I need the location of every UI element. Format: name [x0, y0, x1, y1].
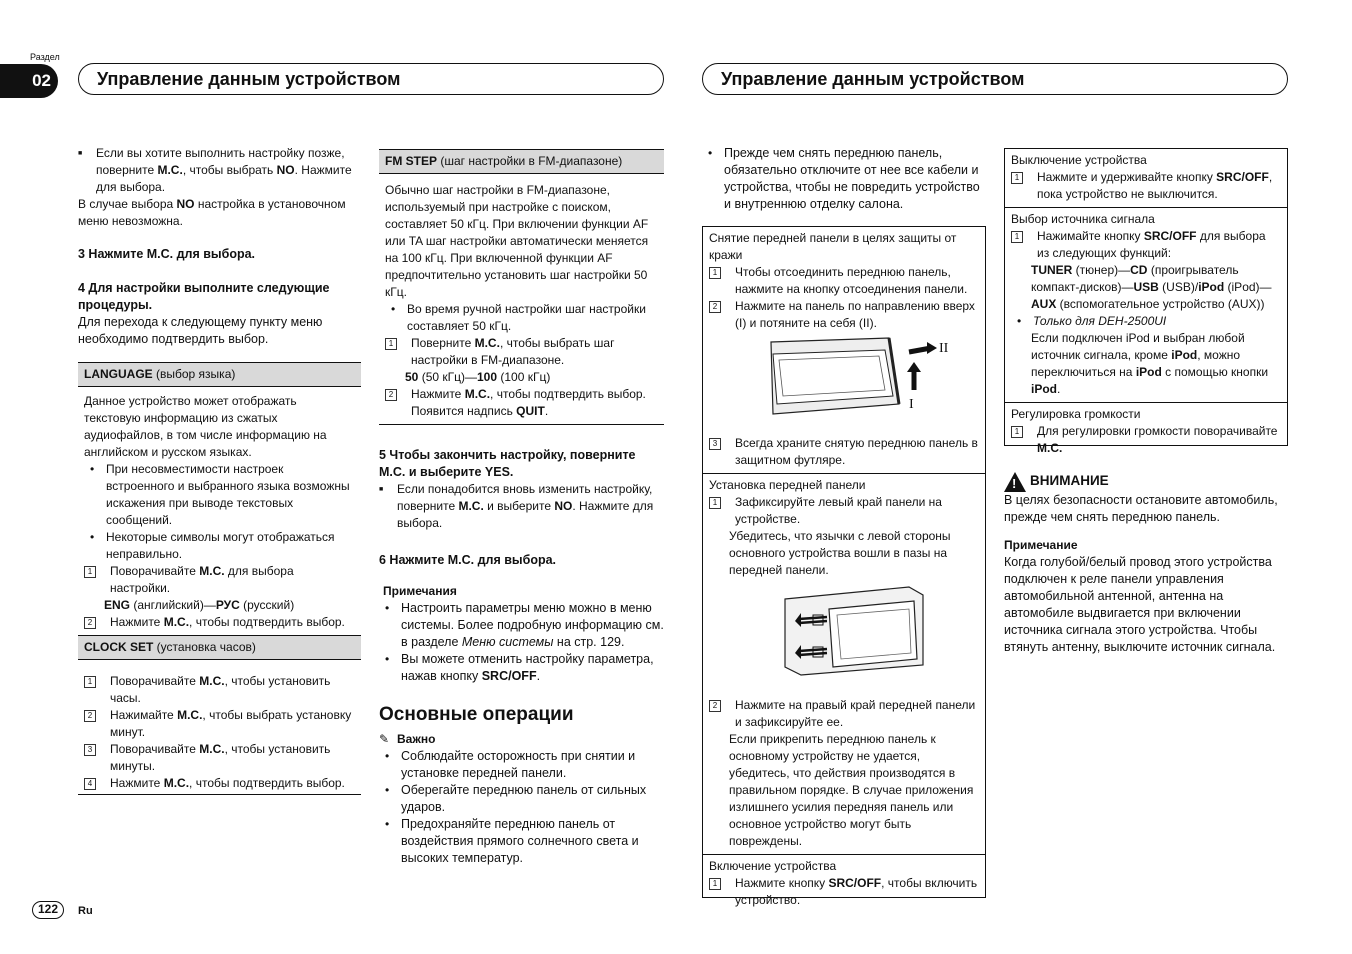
important-icon: ✎ — [379, 732, 390, 746]
numbered-item: 1 Поверните M.C., чтобы выбрать шаг настройки в FM-диапазоне. — [385, 335, 658, 369]
install-panel-section — [703, 474, 985, 855]
numbered-item: 2 Нажмите M.C., чтобы подтвердить выбор. — [84, 614, 355, 631]
fmstep-header: FM STEP (шаг настройки в FM-диапазоне) — [379, 149, 664, 174]
numbered-item: 1 Поворачивайте M.C., чтобы установить часы. — [84, 673, 355, 707]
column-1 — [78, 145, 361, 795]
list-item: • При несовместимости настроек встроенного и выбранного языка возможны искажения при выводе текстовых сообщений. — [84, 461, 355, 529]
numbered-item: 2 Нажимайте M.C., чтобы выбрать установку минут. — [84, 707, 355, 741]
arrow-label-1: I — [909, 397, 914, 412]
fmstep-options: 50 (50 кГц)—100 (100 кГц) — [405, 370, 551, 384]
list-item: • Некоторые символы могут отображаться неправильно. — [84, 529, 355, 563]
remove-caption: Снятие передней панели в целях защиты от кражи — [709, 231, 957, 262]
section-heading: Основные операции — [379, 704, 574, 725]
language-options: ENG (английский)—РУС (русский) — [104, 598, 295, 612]
remove-panel-section — [703, 227, 985, 474]
list-item: • Только для DEH-2500UI — [1011, 313, 1281, 330]
volume-section — [1005, 403, 1287, 461]
numbered-item: 1 Нажмите кнопку SRC/OFF, чтобы включить устройство. — [709, 875, 979, 909]
numbered-item: 1 Нажимайте кнопку SRC/OFF для выбора из следующих функций: — [1011, 228, 1281, 262]
fmstep-text: Обычно шаг настройки в FM-диапазоне, используемый при настройке с поиском, составляет 50 кГц. При включении функции AF или TA шаг настройки автоматически меняется на 100 кГц. При включенной функции AF предпочтительно установить шаг настройки 50 кГц. — [385, 183, 649, 299]
remove-illustration — [709, 332, 979, 435]
power-off-section — [1005, 149, 1287, 208]
power-on-caption: Включение устройства — [709, 859, 837, 873]
intro-note: ■ Если вы хотите выполнить настройку позже, поверните M.C., чтобы выбрать NO. Нажмите для выбора. — [78, 145, 361, 196]
step-4: 4 Для настройки выполните следующие процедуры. — [78, 281, 330, 312]
language-text: Данное устройство может отображать текстовую информацию из сжатых аудиофайлов, в том числе информацию на английском и русском языках. — [84, 394, 327, 459]
power-on-section — [703, 855, 985, 913]
fmstep-section — [379, 174, 664, 425]
numbered-item: 3 Поворачивайте M.C., чтобы установить минуты. — [84, 741, 355, 775]
clock-header: CLOCK SET (установка часов) — [78, 635, 361, 660]
note-title: Примечание — [1004, 538, 1078, 552]
source-caption: Выбор источника сигнала — [1011, 212, 1155, 226]
numbered-item: 2 Нажмите на панель по направлению вверх (I) и потяните на себя (II). — [709, 298, 979, 332]
notes-title: Примечания — [383, 584, 457, 598]
list-item: • Вы можете отменить настройку параметра, нажав кнопку SRC/OFF. — [379, 651, 664, 685]
column-2 — [379, 149, 664, 867]
section-label: Раздел — [30, 52, 60, 62]
page-number: 122 — [32, 901, 64, 919]
column-3 — [702, 145, 986, 213]
list-item: • Прежде чем снять переднюю панель, обязательно отключите от нее все кабели и устройства, чтобы не повредить устройство и внутреннюю отделку салона. — [702, 145, 986, 213]
numbered-item: 1 Чтобы отсоединить переднюю панель, нажмите на кнопку отсоединения панели. — [709, 264, 979, 298]
caution-block — [1004, 470, 1288, 656]
step-5: 5 Чтобы закончить настройку, поверните M.C. и выберите YES. — [379, 448, 636, 479]
language-code: Ru — [78, 905, 93, 917]
warning-icon: ! — [1004, 472, 1026, 492]
numbered-item: 2 Нажмите на правый край передней панели и зафиксируйте ее. — [709, 697, 979, 731]
page-title-right: Управление данным устройством — [702, 63, 1288, 95]
numbered-item: 1 Поворачивайте M.C. для выбора настройки. — [84, 563, 355, 597]
clock-section — [78, 660, 361, 795]
important-label: ✎ Важно — [379, 732, 436, 746]
list-item: • Соблюдайте осторожность при снятии и установке передней панели. — [379, 748, 664, 782]
volume-caption: Регулировка громкости — [1011, 407, 1141, 421]
operations-box — [1004, 148, 1288, 455]
note-text: Когда голубой/белый провод этого устройства подключен к реле панели управления автомобильной антенной, антенна на автомобиле выдвигается при включении источника сигнала этого устройства. Чтобы втянуть антенну, выключите источник сигнала. — [1004, 555, 1276, 654]
page-title-left: Управление данным устройством — [78, 63, 664, 95]
numbered-item: 3 Всегда храните снятую переднюю панель в защитном футляре. — [709, 435, 979, 469]
numbered-item: 1 Нажмите и удерживайте кнопку SRC/OFF, пока устройство не выключится. — [1011, 169, 1281, 203]
ipod-note: Если подключен iPod и выбран любой источник сигнала, кроме iPod, можно переключиться на iPod с помощью кнопки iPod. — [1031, 331, 1269, 396]
list-item: • Предохраняйте переднюю панель от воздействия прямого солнечного света и высоких температур. — [379, 816, 664, 867]
intro-note-2: В случае выбора NO настройка в установочном меню невозможна. — [78, 197, 346, 228]
install-caption: Установка передней панели — [709, 478, 866, 492]
caution-text: В целях безопасности остановите автомобиль, прежде чем снять переднюю панель. — [1004, 493, 1278, 524]
step-5-note: ■ Если понадобится вновь изменить настройку, поверните M.C. и выберите NO. Нажмите для выбора. — [379, 481, 664, 532]
power-off-caption: Выключение устройства — [1011, 153, 1147, 167]
list-item: • Настроить параметры меню можно в меню системы. Более подробную информацию см. в разделе Меню системы на стр. 129. — [379, 600, 664, 651]
step-4-text: Для перехода к следующему пункту меню необходимо подтвердить выбор. — [78, 315, 323, 346]
step-3: 3 Нажмите M.C. для выбора. — [78, 247, 256, 261]
procedure-box — [702, 226, 986, 907]
list-item: • Во время ручной настройки шаг настройки составляет 50 кГц. — [385, 301, 658, 335]
install-step-2-text: Если прикрепить переднюю панель к основному устройству не удается, убедитесь, что действия производятся в правильном порядке. В случае приложения излишнего усилия передняя панель или основное устройство могут быть повреждены. — [729, 732, 974, 848]
source-section — [1005, 208, 1287, 403]
numbered-item: 1 Зафиксируйте левый край панели на устройстве. — [709, 494, 979, 528]
list-item: • Оберегайте переднюю панель от сильных ударов. — [379, 782, 664, 816]
numbered-item: 2 Нажмите M.C., чтобы подтвердить выбор. Появится надпись QUIT. — [385, 386, 658, 420]
install-illustration — [709, 579, 979, 697]
language-header: LANGUAGE (выбор языка) — [78, 362, 361, 387]
section-number: 02 — [0, 64, 58, 98]
language-section — [78, 387, 361, 631]
arrow-label-2: II — [939, 341, 949, 356]
numbered-item: 1 Для регулировки громкости поворачивайте M.C. — [1011, 423, 1281, 457]
caution-title: ! ВНИМАНИЕ — [1004, 470, 1288, 492]
source-list: TUNER (тюнер)—CD (проигрыватель компакт-дисков)—USB (USB)/iPod (iPod)—AUX (вспомогательное устройство (AUX)) — [1031, 263, 1272, 311]
step-6: 6 Нажмите M.C. для выбора. — [379, 553, 557, 567]
install-step-1-text: Убедитесь, что язычки с левой стороны основного устройства вошли в пазы на передней панели. — [729, 529, 951, 577]
panel-install-figure — [709, 579, 979, 697]
numbered-item: 4 Нажмите M.C., чтобы подтвердить выбор. — [84, 775, 355, 792]
